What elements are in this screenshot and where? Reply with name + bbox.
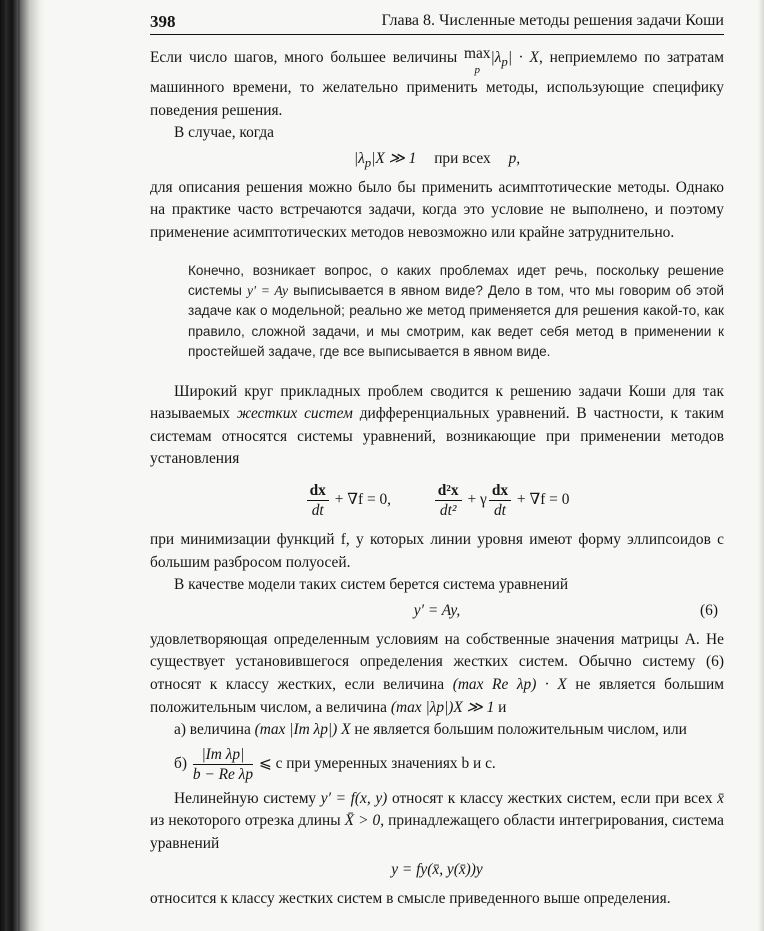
text: Конечно, возникает вопрос, о каких проблемах идет речь, поскольку решение системы (188, 262, 724, 298)
math: x̄ (717, 789, 724, 807)
math: (max |λp|)X ≫ 1 (390, 698, 495, 716)
page-header (150, 8, 724, 35)
numerator: dx (489, 481, 511, 501)
equation-jacobian (150, 858, 724, 882)
max-operator (464, 47, 491, 77)
emphasis: жестких систем (236, 405, 353, 423)
page-number: 398 (150, 12, 176, 31)
book-spine-shadow (0, 0, 46, 931)
math: y′ = Ay, (413, 601, 461, 619)
text: б) (174, 754, 191, 772)
text: не является большим положительным числом, а величина (150, 675, 724, 716)
small-print-note (188, 261, 724, 363)
text: Если число шагов, много большее величины (150, 49, 464, 66)
text: не является большим положительным числом, или (350, 721, 687, 739)
paragraph-asymptotic: для описания решения можно было бы применить асимптотические методы. Однако на практике часто встречаются задачи, когда это условие не выполнено, и поэтому применение асимптотических методов невозможно или крайне затруднительно. (150, 178, 724, 241)
paragraph-minimization: при минимизации функций f, у которых линии уровня имеют форму эллипсоидов с большим разбросом полуосей. (150, 530, 724, 571)
math: + ∇f = 0 (513, 490, 570, 508)
paragraph-intro (150, 47, 724, 122)
text: дифференциальных уравнений. В частности, к таким системам относятся системы уравнений, возникающие при применении методов установления (150, 405, 724, 468)
math: y′ = f(x, y) (320, 789, 388, 807)
math: (max |Im λp|) X (254, 721, 351, 739)
math: + γ (463, 490, 487, 508)
fraction (307, 481, 329, 520)
spine-streak (10, 0, 12, 931)
text: , неприемлемо по затратам машинного времени, то желательно применить методы, использующие специфику поведения решения. (150, 49, 724, 119)
math: X̄ > 0 (344, 812, 381, 830)
math: (max Re λp) · X (452, 675, 567, 693)
paragraph-case: В случае, когда (174, 124, 275, 142)
denominator: dt (311, 501, 324, 519)
equation-6 (150, 599, 724, 623)
running-title: Глава 8. Численные методы решения задачи Коши (381, 12, 724, 29)
paragraph-model: В качестве модели таких систем берется система уравнений (174, 576, 569, 594)
numerator: dx (307, 481, 329, 501)
max-label: max (464, 45, 491, 62)
paragraph-conclusion: относится к классу жестких систем в смысле приведенного выше определения. (150, 889, 671, 907)
text: удовлетворяющая определенным условиям на собственные значения матрицы A. Не существует установившегося определения жестких систем. Обычно систему (6) относят к классу жестких, если величина (150, 630, 724, 693)
text: выписывается в явном виде? Дело в том, что мы говорим об этой задаче как о модельной; реально же метод применяется для решения какой-то, как правило, сложной задачи, и мы смотрим, как ведет себя метод в применении к простейшей задаче, где все выписывается в явном виде. (188, 282, 724, 360)
text: а) величина (174, 721, 255, 739)
fraction (489, 481, 511, 520)
paragraph-definition (150, 629, 724, 719)
equation-establishment (150, 475, 724, 525)
equation-number: (6) (700, 601, 718, 619)
book-page (150, 8, 724, 910)
text: и (494, 698, 507, 716)
numerator: |Im λp| (193, 745, 253, 765)
text: из некоторого отрезка длины (150, 812, 345, 830)
denominator: dt² (439, 501, 457, 519)
math: + ∇f = 0, (330, 490, 392, 508)
condition-b (150, 742, 724, 788)
spine-streak (18, 0, 20, 931)
denominator: dt (493, 501, 506, 519)
text: относят к классу жестких систем, если при всех (387, 789, 718, 807)
text: Нелинейную систему (174, 789, 321, 807)
math-text: при всех (434, 149, 491, 167)
math: y = fy(x̄, y(x̄))y (391, 860, 483, 878)
text: Широкий круг прикладных проблем сводится к решению задачи Коши для так называемых (150, 382, 724, 423)
math: |X ≫ 1 (371, 149, 417, 167)
equation-condition (150, 147, 724, 171)
text: ⩽ c при умеренных значениях b и c. (255, 754, 496, 772)
paragraph-nonlinear (150, 788, 724, 856)
page-edge-shadow (758, 0, 764, 931)
fraction (193, 745, 253, 784)
fraction (435, 481, 462, 520)
numerator: d²x (435, 481, 462, 501)
math-sub: p (364, 155, 372, 170)
math-sub: p (501, 55, 508, 70)
paragraph-stiff-systems (150, 381, 724, 471)
condition-a (150, 719, 724, 742)
max-subscript: p (474, 64, 480, 76)
math: p, (508, 149, 521, 167)
math: |λ (490, 49, 502, 66)
spine-streak (3, 0, 5, 931)
text: , принадлежащего области интегрирования, система уравнений (150, 812, 725, 852)
math: y′ = Ay (247, 282, 288, 298)
math: |λ (353, 149, 365, 167)
math: | · X (507, 49, 539, 66)
denominator: b − Re λp (192, 765, 254, 783)
